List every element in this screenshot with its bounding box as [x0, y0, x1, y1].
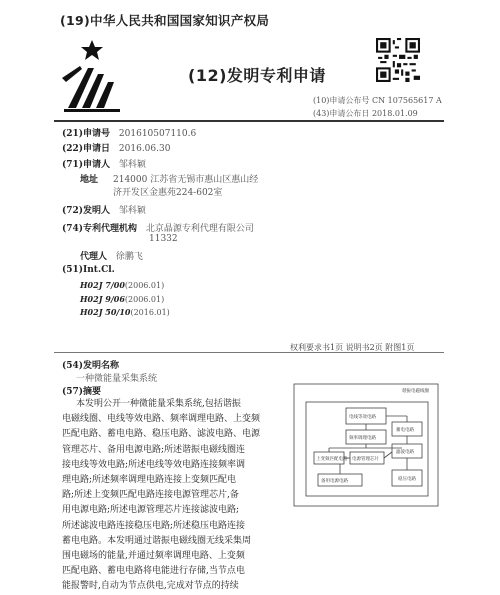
abstract-line: 管理芯片、备用电源电路;所述谐振电磁线圈连 — [62, 444, 246, 455]
application-number: 201610507110.6 — [118, 129, 197, 139]
agency-name: 北京晶源专利代理有限公司 — [145, 224, 254, 234]
intcl-version: (2006.01) — [124, 281, 165, 290]
diagram-label: 蓄电电路 — [396, 428, 414, 433]
address-label: 地址 — [80, 175, 99, 185]
publication-number-row — [313, 95, 442, 106]
inventor-row — [62, 203, 146, 216]
intcl-version: (2016.01) — [130, 308, 170, 317]
agent-row — [80, 249, 143, 262]
intcl-label: (51)Int.Cl. — [62, 265, 115, 275]
applicant-name: 邹科颖 — [118, 160, 146, 170]
diagram-label: 上变频匹配电路 — [316, 457, 348, 462]
application-number-row — [62, 126, 196, 139]
abstract-line: 匹配电路、蓄电电路将电能进行存储,当节点电 — [62, 566, 245, 577]
applicant-label: (71)申请人 — [62, 160, 111, 170]
diagram-connectors — [329, 416, 407, 474]
intcl-code: H02J 50/10 — [80, 307, 131, 317]
inventor-label: (72)发明人 — [62, 206, 111, 216]
inventor-name: 邹科颖 — [118, 206, 146, 216]
application-number-label: (21)申请号 — [62, 129, 111, 139]
application-date: 2016.06.30 — [118, 144, 171, 154]
abstract-line: 本发明公开一种微能量采集系统,包括谐振 — [76, 399, 241, 409]
abstract-label: (57)摘要 — [62, 387, 102, 397]
agent-name: 徐鹏飞 — [115, 252, 143, 262]
diagram-label: 电线等效电路 — [349, 415, 376, 420]
invention-name: 一种微能量采集系统 — [76, 374, 158, 384]
intcl-item — [80, 307, 170, 317]
abstract-line: 围电磁场的能量,并通过频率调理电路、上变频 — [62, 551, 245, 562]
publication-type: (12)发明专利申请 — [188, 66, 326, 85]
intcl-item — [80, 280, 164, 290]
agent-label: 代理人 — [80, 252, 108, 262]
publication-number: CN 107565617 A — [371, 96, 442, 105]
block-diagram-figure — [270, 378, 456, 514]
agency-label: (74)专利代理机构 — [62, 224, 138, 234]
intcl-code: H02J 9/06 — [80, 294, 125, 304]
abstract-line: 接电线等效电路;所述电线等效电路连接频率调 — [62, 459, 246, 470]
diagram-label-outer: 谐振电磁线圈 — [402, 389, 429, 394]
cnipa-emblem-icon — [58, 38, 126, 114]
abstract-text — [62, 397, 262, 595]
diagram-label: 备用电源电路 — [321, 479, 348, 484]
publication-date-label: (43)申请公布日 — [313, 109, 370, 118]
abstract-line: 电磁线圈、电线等效电路、频率调理电路、上变频 — [62, 414, 261, 425]
intcl-code: H02J 7/00 — [80, 280, 125, 290]
abstract-line: 理电路;所述频率调理电路连接上变频匹配电 — [62, 475, 237, 486]
qr-code-icon — [376, 38, 420, 82]
publication-number-label: (10)申请公布号 — [313, 96, 370, 105]
abstract-line: 匹配电路、蓄电电路、稳压电路、滤波电路、电源 — [62, 429, 261, 440]
section-divider — [54, 352, 444, 353]
diagram-label: 滤波电路 — [396, 450, 414, 455]
diagram-label: 稳压电路 — [398, 477, 416, 482]
diagram-label: 电源管理芯片 — [352, 457, 379, 462]
intcl-item — [80, 294, 164, 304]
abstract-line: 路;所述上变频匹配电路连接电源管理芯片,备 — [62, 490, 239, 501]
address-line-1: 214000 江苏省无锡市惠山区惠山经 — [113, 175, 259, 185]
office-name: (19)中华人民共和国国家知识产权局 — [60, 13, 270, 28]
abstract-line: 用电源电路;所述电源管理芯片连接滤波电路; — [62, 505, 240, 516]
application-date-label: (22)申请日 — [62, 144, 111, 154]
abstract-line: 蓄电电路。本发明通过谐振电磁线圈无线采集周 — [62, 535, 252, 546]
abstract-line: 所述滤波电路连接稳压电路;所述稳压电路连接 — [62, 520, 246, 531]
invention-name-label: (54)发明名称 — [62, 361, 120, 371]
applicant-row — [62, 157, 146, 170]
agency-code: 11332 — [149, 234, 178, 244]
address-line-2: 济开发区金惠苑224-602室 — [113, 188, 223, 198]
publication-date-row — [313, 108, 418, 119]
agency-row — [62, 221, 254, 234]
application-date-row — [62, 141, 170, 154]
abstract-line: 能报警时,自动为节点供电,完成对节点的持续 — [62, 581, 239, 592]
page-count-summary: 权利要求书1页 说明书2页 附图1页 — [290, 343, 415, 352]
header-divider — [54, 120, 444, 122]
diagram-label: 频率调理电路 — [349, 436, 376, 441]
intcl-version: (2006.01) — [124, 295, 165, 304]
publication-date: 2018.01.09 — [371, 109, 418, 118]
